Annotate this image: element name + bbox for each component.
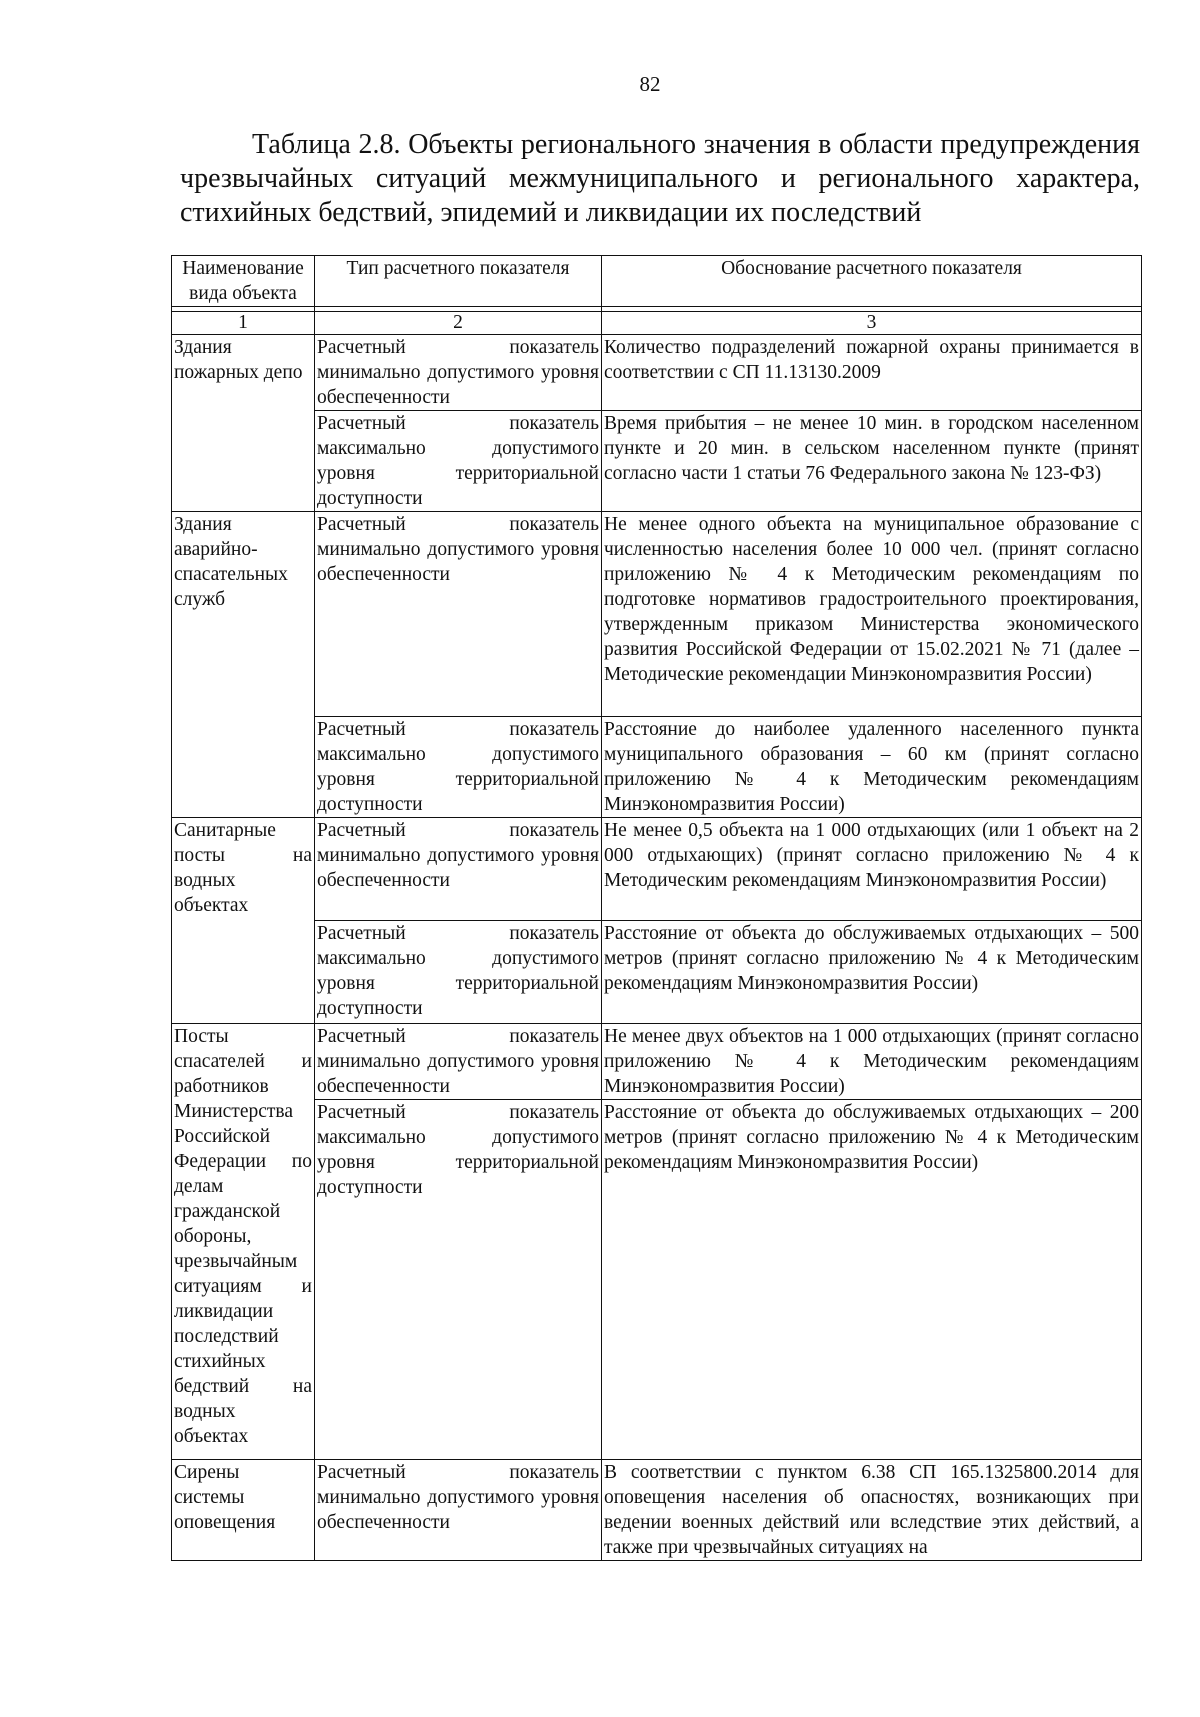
header-object-name: Наименование вида объекта bbox=[172, 256, 315, 307]
table-row bbox=[172, 512, 1142, 717]
table-row bbox=[172, 818, 1142, 921]
column-number-row bbox=[172, 312, 1142, 335]
indicator-type-cell: Расчетный показатель минимально допустимого уровня обеспеченности bbox=[315, 818, 602, 921]
page-number: 82 bbox=[639, 72, 661, 96]
justification-cell: Расстояние до наиболее удаленного населенного пункта муниципального образования – 60 км (принят согласно приложению № 4 к Методическим рекомендациям Минэкономразвития России) bbox=[602, 717, 1142, 818]
justification-cell: Не менее двух объектов на 1 000 отдыхающих (принят согласно приложению № 4 к Методическим рекомендациям Минэкономразвития России) bbox=[602, 1024, 1142, 1100]
table-row bbox=[172, 921, 1142, 1024]
justification-cell: Не менее 0,5 объекта на 1 000 отдыхающих (или 1 объект на 2 000 отдыхающих) (принят согласно приложению № 4 к Методическим рекомендациям Минэкономразвития России) bbox=[602, 818, 1142, 921]
object-name-cell: Посты спасателей и работников Министерства Российской Федерации по делам гражданской обороны, чрезвычайным ситуациям и ликвидации последствий стихийных бедствий на водных объектах bbox=[172, 1024, 315, 1460]
indicator-type-cell: Расчетный показатель минимально допустимого уровня обеспеченности bbox=[315, 1024, 602, 1100]
table-row bbox=[172, 717, 1142, 818]
table-header-row bbox=[172, 256, 1142, 307]
indicator-type-cell: Расчетный показатель минимально допустимого уровня обеспеченности bbox=[315, 512, 602, 717]
justification-cell: В соответствии с пунктом 6.38 СП 165.1325800.2014 для оповещения населения об опасностях, возникающих при ведении военных действий или вследствие этих действий, а также при чрезвычайных ситуациях на bbox=[602, 1460, 1142, 1561]
header-justification: Обоснование расчетного показателя bbox=[602, 256, 1142, 307]
table-row bbox=[172, 1024, 1142, 1100]
column-number: 1 bbox=[172, 312, 315, 335]
justification-cell: Не менее одного объекта на муниципальное образование с численностью населения более 10 000 чел. (принят согласно приложению № 4 к Методическим рекомендациям по подготовке нормативов градостроительного проектирования, утвержденным приказом Министерства экономического развития Российской Федерации от 15.02.2021 № 71 (далее – Методические рекомендации Минэкономразвития России) bbox=[602, 512, 1142, 717]
table-row bbox=[172, 411, 1142, 512]
column-number: 3 bbox=[602, 312, 1142, 335]
justification-cell: Количество подразделений пожарной охраны принимается в соответствии с СП 11.13130.2009 bbox=[602, 335, 1142, 411]
justification-cell: Расстояние от объекта до обслуживаемых отдыхающих – 500 метров (принят согласно приложению № 4 к Методическим рекомендациям Минэкономразвития России) bbox=[602, 921, 1142, 1024]
table-row bbox=[172, 335, 1142, 411]
justification-cell: Время прибытия – не менее 10 мин. в городском населенном пункте и 20 мин. в сельском населенном пункте (принят согласно части 1 статьи 76 Федерального закона № 123-ФЗ) bbox=[602, 411, 1142, 512]
indicator-type-cell: Расчетный показатель максимально допустимого уровня территориальной доступности bbox=[315, 411, 602, 512]
justification-cell: Расстояние от объекта до обслуживаемых отдыхающих – 200 метров (принят согласно приложению № 4 к Методическим рекомендациям Минэкономразвития России) bbox=[602, 1100, 1142, 1460]
object-name-cell: Сирены системы оповещения bbox=[172, 1460, 315, 1561]
indicator-type-cell: Расчетный показатель максимально допустимого уровня территориальной доступности bbox=[315, 1100, 602, 1460]
table-title: Таблица 2.8. Объекты регионального значения в области предупреждения чрезвычайных ситуаций межмуниципального и регионального характера, стихийных бедствий, эпидемий и ликвидации их последствий bbox=[180, 129, 1140, 228]
indicator-type-cell: Расчетный показатель максимально допустимого уровня территориальной доступности bbox=[315, 717, 602, 818]
object-name-cell: Здания пожарных депо bbox=[172, 335, 315, 512]
header-indicator-type: Тип расчетного показателя bbox=[315, 256, 602, 307]
table-row bbox=[172, 1100, 1142, 1460]
indicator-type-cell: Расчетный показатель минимально допустимого уровня обеспеченности bbox=[315, 335, 602, 411]
object-name-cell: Здания аварийно-спасательных служб bbox=[172, 512, 315, 818]
object-name-cell: Санитарные посты на водных объектах bbox=[172, 818, 315, 1024]
column-number: 2 bbox=[315, 312, 602, 335]
objects-table bbox=[171, 255, 1142, 1561]
indicator-type-cell: Расчетный показатель минимально допустимого уровня обеспеченности bbox=[315, 1460, 602, 1561]
table-row bbox=[172, 1460, 1142, 1561]
indicator-type-cell: Расчетный показатель максимально допустимого уровня территориальной доступности bbox=[315, 921, 602, 1024]
